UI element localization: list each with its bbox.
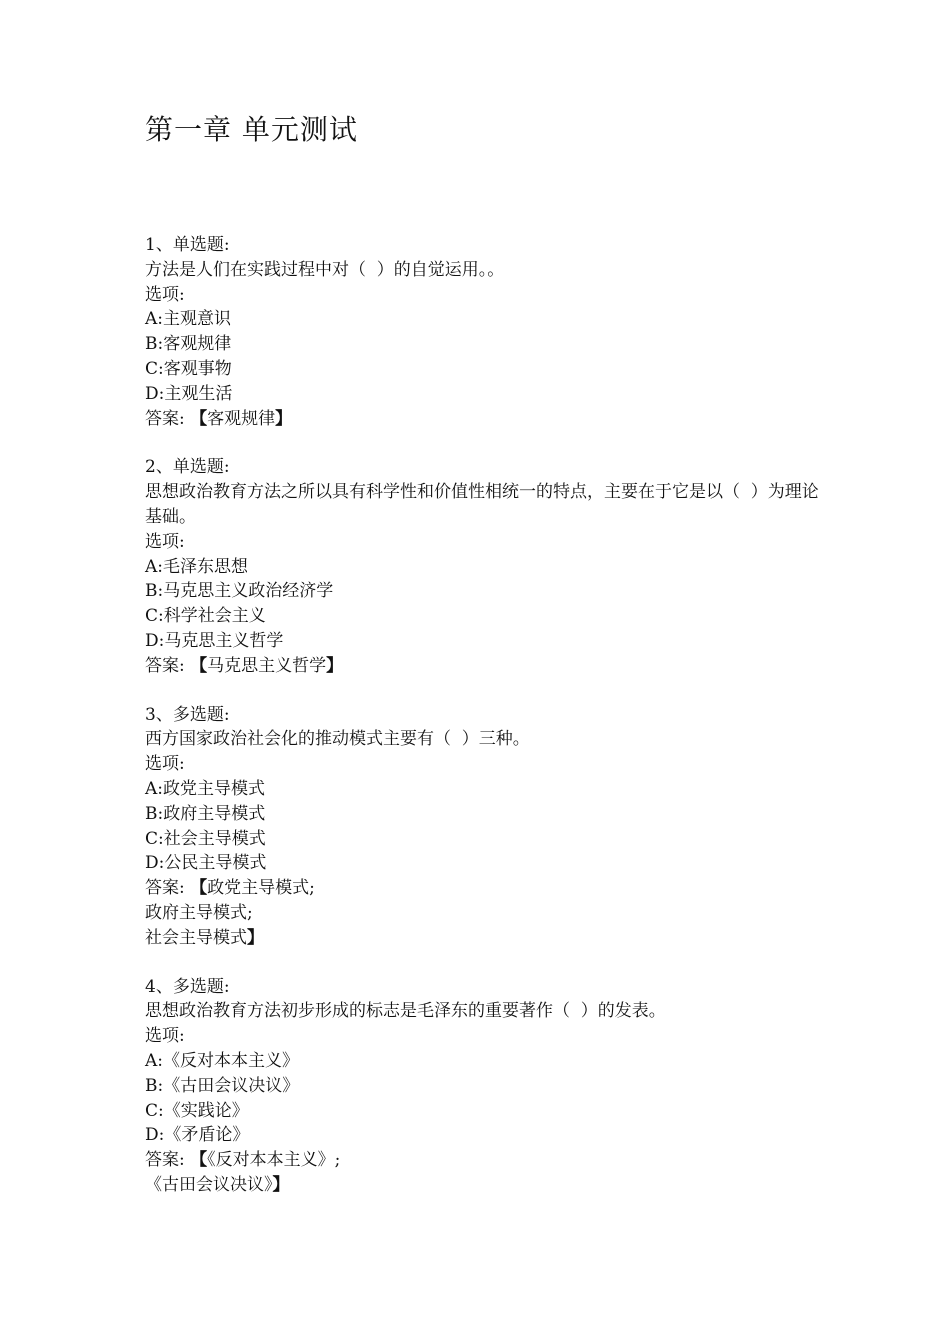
- question-stem: 方法是人们在实践过程中对（ ）的自觉运用。。: [145, 259, 505, 280]
- question-stem: 思想政治教育方法初步形成的标志是毛泽东的重要著作（ ）的发表。: [145, 1001, 666, 1022]
- answer-continuation-last: [145, 926, 825, 951]
- answer-line: [145, 876, 825, 901]
- answer-value: 政党主导模式;: [207, 878, 315, 899]
- answer-close-bracket: 】: [275, 408, 293, 429]
- answer-close-bracket: 】: [326, 655, 344, 676]
- options-label: 选项:: [145, 284, 185, 305]
- options-label: 选项:: [145, 531, 185, 552]
- question-header: 3、多选题:: [145, 704, 230, 725]
- answer-label: 答案:: [145, 408, 191, 429]
- answer-value: 客观规律: [207, 408, 276, 429]
- answer-open-bracket: 【: [190, 655, 208, 676]
- option-d: D:主观生活: [145, 383, 233, 404]
- option-c: C:社会主导模式: [145, 828, 266, 849]
- answer-line: [145, 654, 825, 679]
- answer-value: 《古田会议决议》: [145, 1174, 273, 1195]
- question-item-2: [145, 455, 825, 678]
- question-stem: 思想政治教育方法之所以具有科学性和价值性相统一的特点，主要在于它是以（ ）为理论基础。: [145, 482, 819, 527]
- answer-open-bracket: 【: [190, 878, 208, 899]
- option-b: B:马克思主义政治经济学: [145, 581, 334, 602]
- question-item-1: [145, 233, 825, 431]
- option-a: A:毛泽东思想: [145, 556, 249, 577]
- answer-label: 答案:: [145, 878, 191, 899]
- question-item-3: [145, 703, 825, 951]
- question-stem: 西方国家政治社会化的推动模式主要有（ ）三种。: [145, 729, 530, 750]
- answer-label: 答案:: [145, 1150, 191, 1171]
- option-b: B:《古田会议决议》: [145, 1075, 300, 1096]
- question-list: [145, 233, 825, 1222]
- option-c: C:科学社会主义: [145, 606, 266, 627]
- answer-value: 社会主导模式: [145, 927, 247, 948]
- question-header: 1、单选题:: [145, 235, 230, 255]
- option-d: D:《矛盾论》: [145, 1125, 250, 1146]
- answer-close-bracket: 】: [247, 927, 264, 948]
- options-label: 选项:: [145, 1026, 185, 1047]
- option-a: A:政党主导模式: [145, 778, 266, 799]
- answer-value: 马克思主义哲学: [207, 655, 327, 676]
- question-header: 2、单选题:: [145, 457, 230, 478]
- answer-continuation: 政府主导模式;: [145, 902, 253, 923]
- option-b: B:客观规律: [145, 334, 232, 355]
- page-title: 第一章 单元测试: [145, 113, 358, 146]
- option-c: C:《实践论》: [145, 1100, 249, 1121]
- answer-open-bracket: 【: [190, 1150, 208, 1171]
- option-a: A:《反对本本主义》: [145, 1050, 300, 1071]
- answer-close-bracket: 】: [272, 1174, 290, 1195]
- option-d: D:公民主导模式: [145, 853, 267, 874]
- question-item-4: [145, 975, 825, 1198]
- answer-label: 答案:: [145, 655, 191, 676]
- option-b: B:政府主导模式: [145, 803, 266, 824]
- question-header: 4、多选题:: [145, 976, 230, 997]
- answer-continuation-last: [145, 1173, 825, 1198]
- answer-line: [145, 1148, 825, 1173]
- answer-value: 《反对本本主义》;: [207, 1150, 341, 1171]
- answer-line: [145, 407, 825, 432]
- option-a: A:主观意识: [145, 309, 232, 330]
- option-c: C:客观事物: [145, 358, 232, 379]
- option-d: D:马克思主义哲学: [145, 630, 284, 651]
- options-label: 选项:: [145, 754, 185, 775]
- answer-open-bracket: 【: [190, 408, 208, 429]
